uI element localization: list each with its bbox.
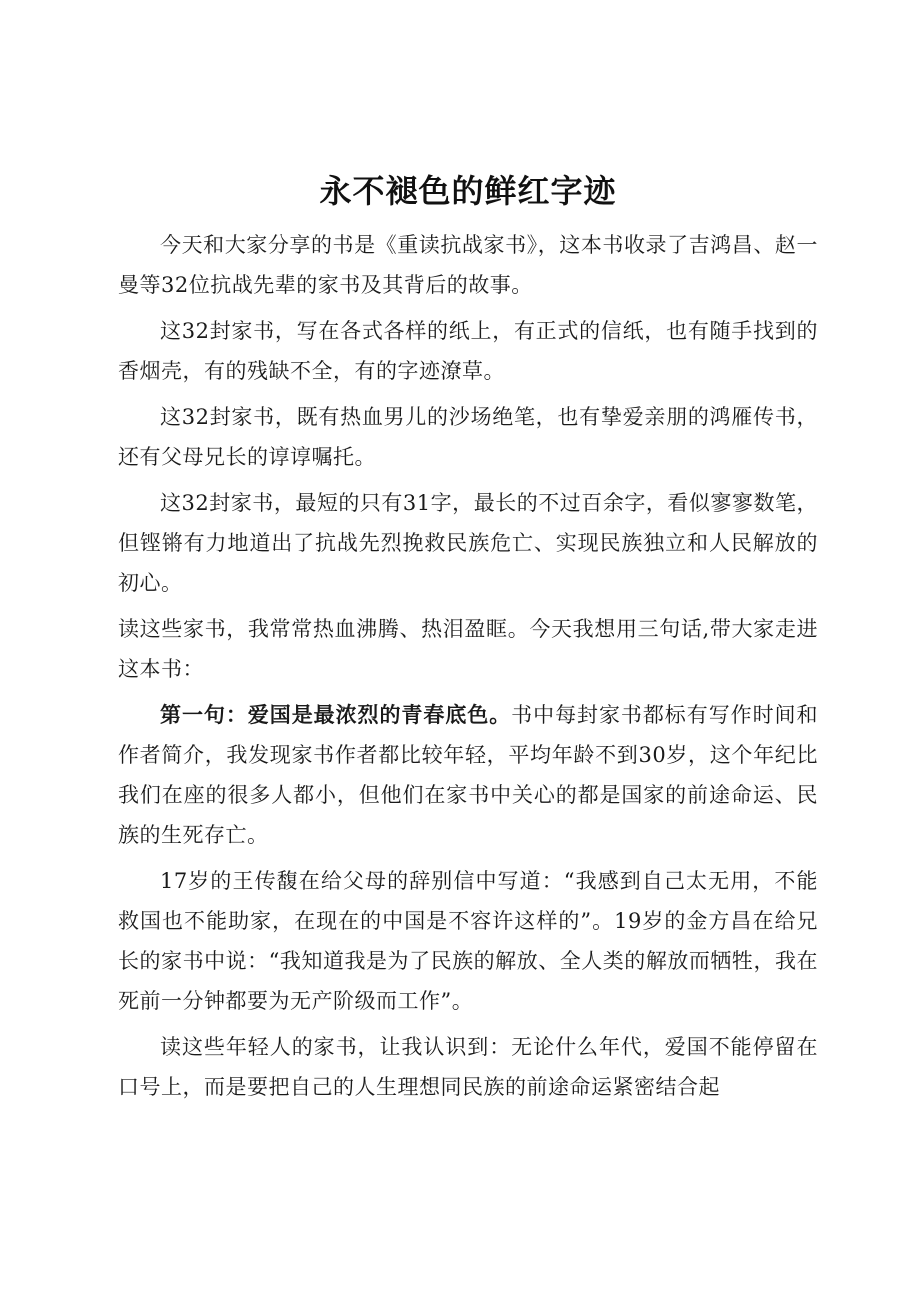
paragraph-text: 这32封家书，最短的只有31字，最长的不过百余字，看似寥寥数笔，但铿锵有力地道出了抗战先烈挽救民族危亡、实现民族独立和人民解放的初心。 bbox=[118, 491, 818, 595]
paragraph-lead-heading: 第一句：爱国是最浓烈的青春底色。 bbox=[160, 702, 512, 727]
paragraph-intro bbox=[118, 225, 818, 305]
paragraph-quotes bbox=[118, 861, 818, 1021]
paragraph-text: 读这些年轻人的家书，让我认识到：无论什么年代，爱国不能停留在口号上，而是要把自己的人生理想同民族的前途命运紧密结合起 bbox=[118, 1035, 818, 1099]
paragraph-first-sentence bbox=[118, 695, 818, 855]
paragraph-text: 这32封家书，写在各式各样的纸上，有正式的信纸，也有随手找到的香烟壳，有的残缺不全，有的字迹潦草。 bbox=[118, 319, 818, 383]
document-body bbox=[118, 225, 818, 1113]
paragraph-text: 17岁的王传馥在给父母的辞别信中写道：“我感到自己太无用，不能救国也不能助家，在现在的中国是不容许这样的”。19岁的金方昌在给兄长的家书中说：“我知道我是为了民族的解放、全人类的解放而牺牲，我在死前一分钟都要为无产阶级而工作”。 bbox=[118, 869, 818, 1013]
document-title: 永不褪色的鲜红字迹 bbox=[319, 172, 617, 210]
paragraph-text: 今天和大家分享的书是《重读抗战家书》，这本书收录了吉鸿昌、赵一曼等32位抗战先辈的家书及其背后的故事。 bbox=[118, 233, 818, 297]
paragraph-three-sentences bbox=[118, 609, 818, 689]
paragraph-length bbox=[118, 483, 818, 603]
paragraph-text: 书中每封家书都标有写作时间和作者简介，我发现家书作者都比较年轻，平均年龄不到30岁，这个年纪比我们在座的很多人都小，但他们在家书中关心的都是国家的前途命运、民族的生死存亡。 bbox=[118, 703, 818, 847]
paragraph-reflection bbox=[118, 1027, 818, 1107]
paragraph-text: 读这些家书，我常常热血沸腾、热泪盈眶。今天我想用三句话,带大家走进这本书： bbox=[118, 617, 818, 681]
paragraph-text: 这32封家书，既有热血男儿的沙场绝笔，也有挚爱亲朋的鸿雁传书，还有父母兄长的谆谆嘱托。 bbox=[118, 405, 818, 469]
paragraph-content bbox=[118, 397, 818, 477]
paragraph-paper bbox=[118, 311, 818, 391]
